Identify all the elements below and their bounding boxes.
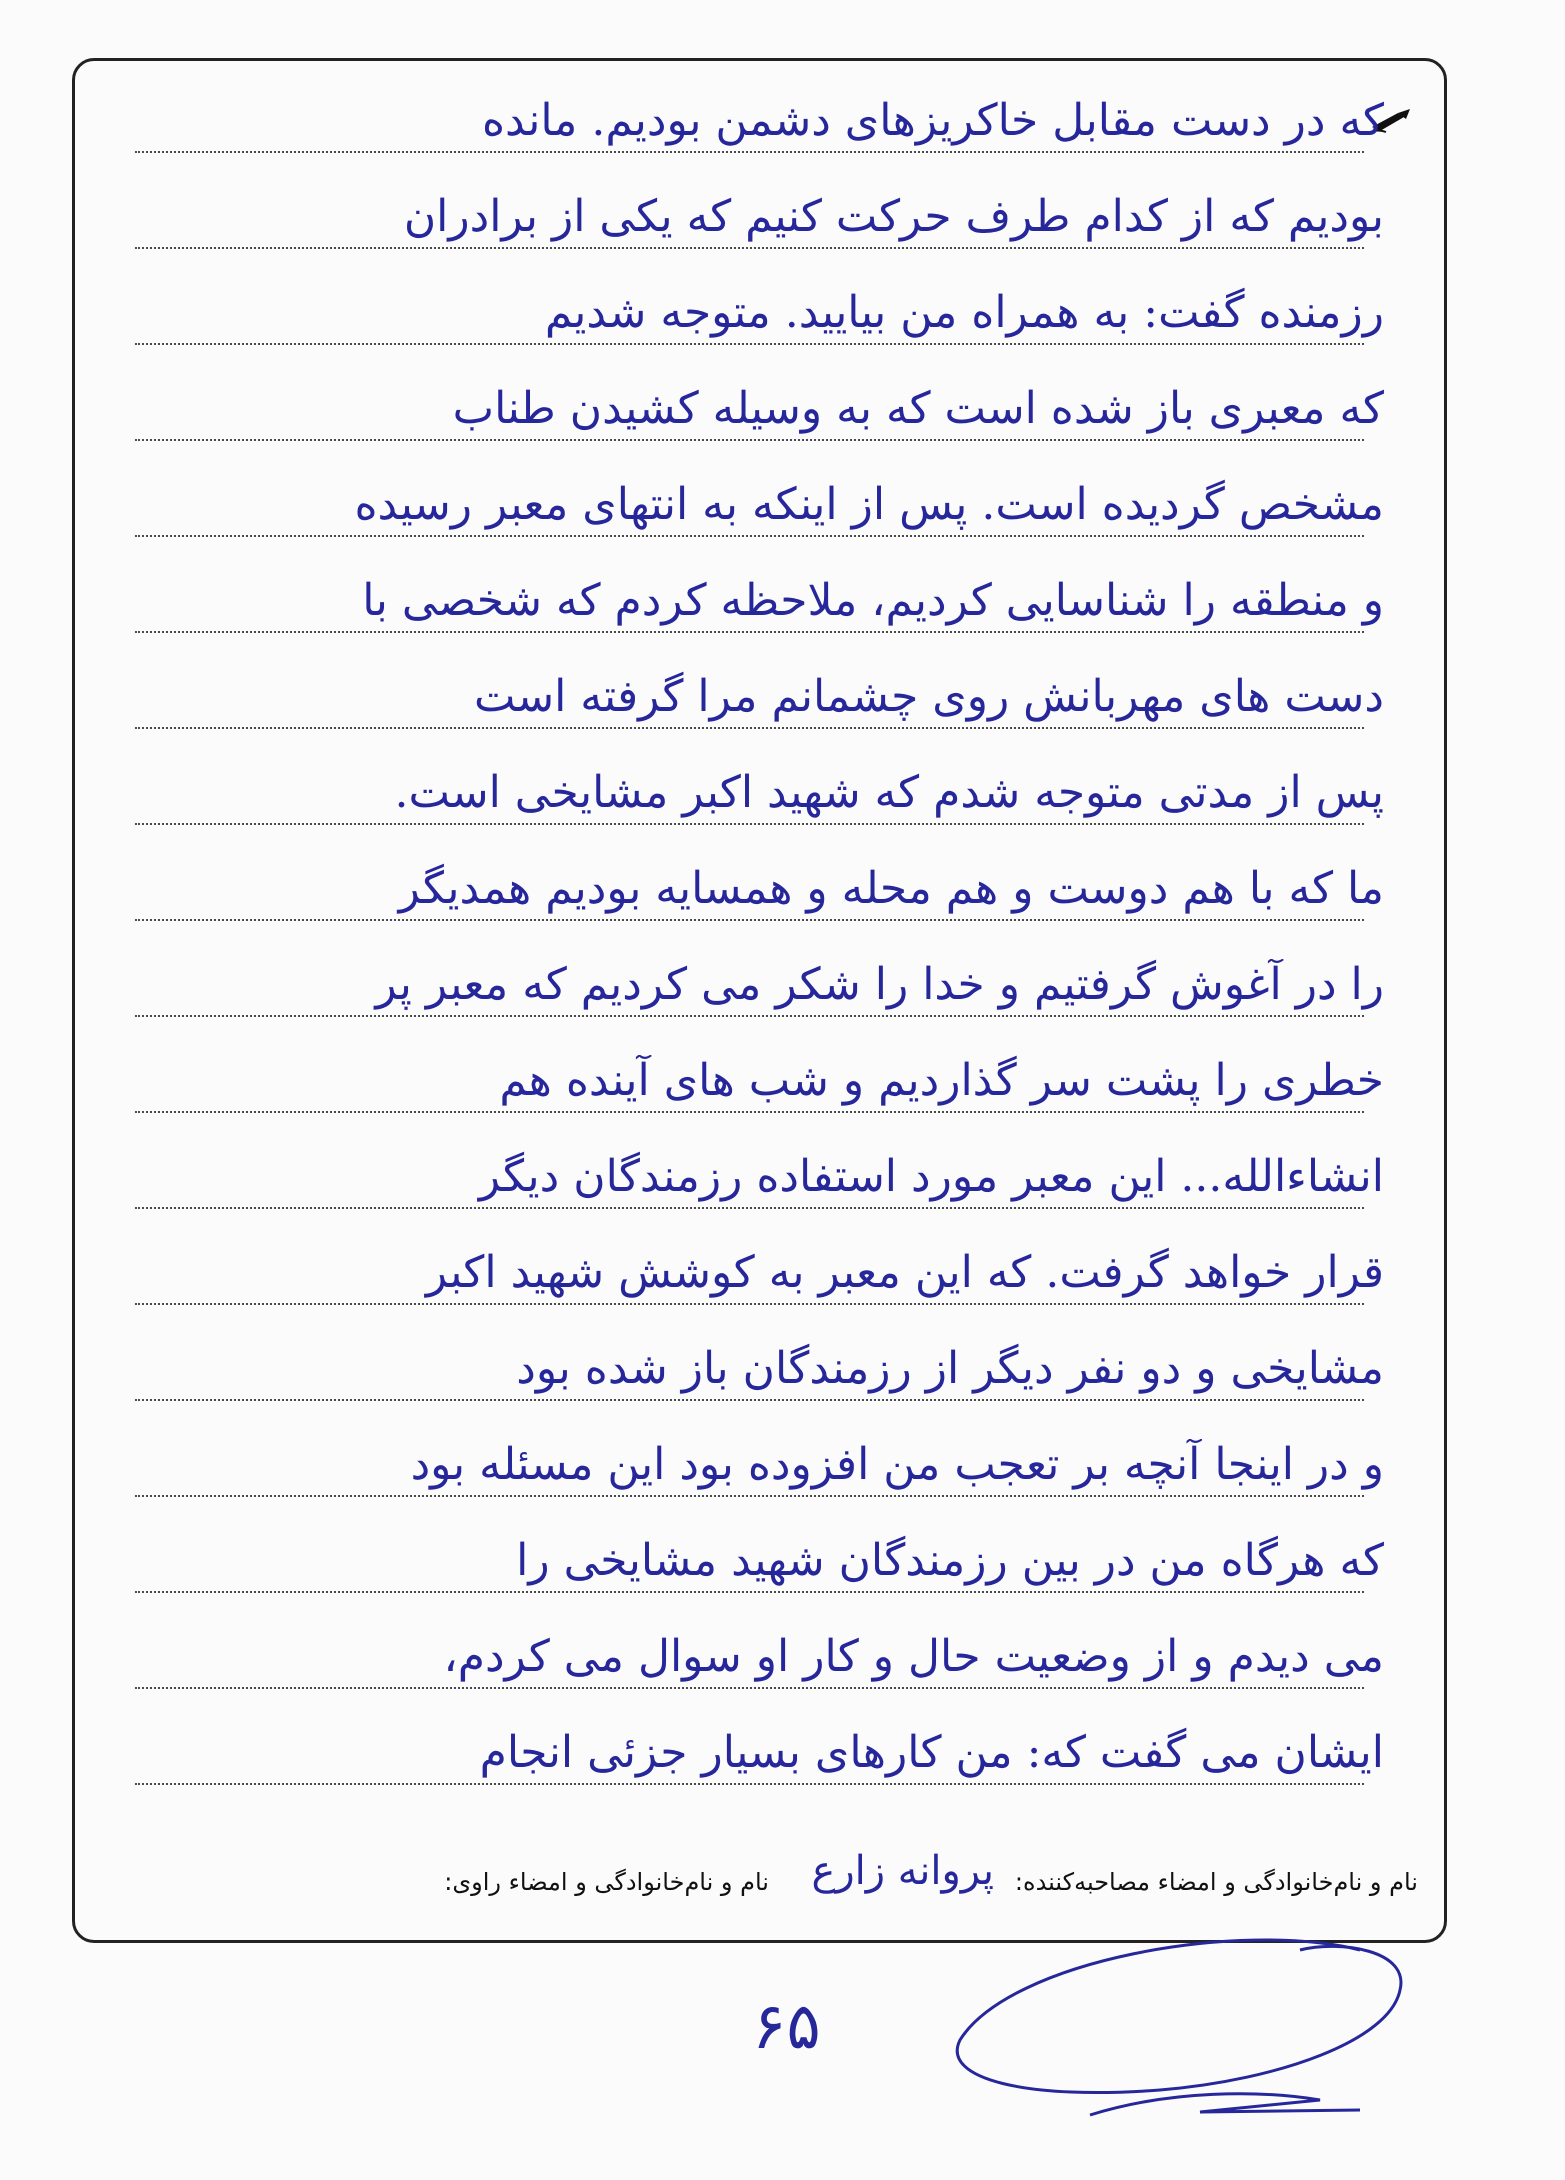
text-line [95, 1415, 1424, 1511]
line-text: و در اینجا آنچه بر تعجب من افزوده بود این مسئله بود [410, 1439, 1384, 1490]
line-text: را در آغوش گرفتیم و خدا را شکر می کردیم که معبر پر [375, 959, 1384, 1010]
line-text: که در دست مقابل خاکریزهای دشمن بودیم. مانده [482, 95, 1384, 146]
dotted-rule [135, 1495, 1364, 1497]
text-line [95, 1511, 1424, 1607]
line-text: که معبری باز شده است که به وسیله کشیدن طناب [452, 383, 1384, 434]
line-text: دست های مهربانش روی چشمانم مرا گرفته است [474, 671, 1384, 722]
text-line [95, 1703, 1424, 1799]
dotted-rule [135, 1015, 1364, 1017]
text-line [95, 1031, 1424, 1127]
dotted-rule [135, 1303, 1364, 1305]
text-line [95, 1319, 1424, 1415]
text-line [95, 1127, 1424, 1223]
form-sheet [72, 58, 1447, 1943]
dotted-rule [135, 439, 1364, 441]
text-line [95, 839, 1424, 935]
line-text: مشایخی و دو نفر دیگر از رزمندگان باز شده بود [516, 1343, 1384, 1394]
text-line [95, 1607, 1424, 1703]
interviewer-signature: پروانه زارع [811, 1848, 994, 1894]
dotted-rule [135, 1591, 1364, 1593]
text-line [95, 1223, 1424, 1319]
dotted-rule [135, 1687, 1364, 1689]
line-text: انشاءالله... این معبر مورد استفاده رزمندگان دیگر [478, 1151, 1384, 1202]
interviewer-label: نام و نام‌خانوادگی و امضاء مصاحبه‌کننده: [1014, 1868, 1418, 1896]
line-text: قرار خواهد گرفت. که این معبر به کوشش شهید اکبر [425, 1247, 1384, 1298]
text-line [95, 359, 1424, 455]
text-line [95, 71, 1424, 167]
line-text: پس از مدتی متوجه شدم که شهید اکبر مشایخی است. [394, 767, 1384, 818]
dotted-rule [135, 631, 1364, 633]
dotted-rule [135, 919, 1364, 921]
line-text: مشخص گردیده است. پس از اینکه به انتهای معبر رسیده [354, 479, 1384, 530]
line-text: و منطقه را شناسایی کردیم، ملاحظه کردم که شخصی با [362, 575, 1384, 626]
dotted-rule [135, 727, 1364, 729]
dotted-rule [135, 247, 1364, 249]
dotted-rule [135, 535, 1364, 537]
dotted-rule [135, 1399, 1364, 1401]
text-line [95, 743, 1424, 839]
line-text: می دیدم و از وضعیت حال و کار او سوال می کردم، [443, 1631, 1384, 1682]
narrator-label: نام و نام‌خانوادگی و امضاء راوی: [444, 1868, 769, 1896]
dotted-rule [135, 343, 1364, 345]
dotted-rule [135, 1207, 1364, 1209]
dotted-rule [135, 151, 1364, 153]
text-line [95, 167, 1424, 263]
dotted-rule [135, 1783, 1364, 1785]
line-text: که هرگاه من در بین رزمندگان شهید مشایخی را [516, 1535, 1384, 1586]
text-line [95, 647, 1424, 743]
text-line [95, 551, 1424, 647]
text-line [95, 935, 1424, 1031]
narrator-signature-mark [940, 1930, 1420, 2130]
page-number: ۶۵ [752, 1990, 821, 2064]
line-text: ما که با هم دوست و هم محله و همسایه بودیم همدیگر [398, 863, 1384, 914]
line-text: ایشان می گفت که: من کارهای بسیار جزئی انجام [479, 1727, 1384, 1778]
text-line [95, 263, 1424, 359]
dotted-rule [135, 1111, 1364, 1113]
signature-footer [75, 1848, 1444, 1912]
line-text: خطری را پشت سر گذاردیم و شب های آینده هم [499, 1055, 1384, 1106]
line-text: بودیم که از کدام طرف حرکت کنیم که یکی از برادران [403, 191, 1384, 242]
dotted-rule [135, 823, 1364, 825]
line-text: رزمنده گفت: به همراه من بیایید. متوجه شدیم [544, 287, 1384, 338]
text-line [95, 455, 1424, 551]
